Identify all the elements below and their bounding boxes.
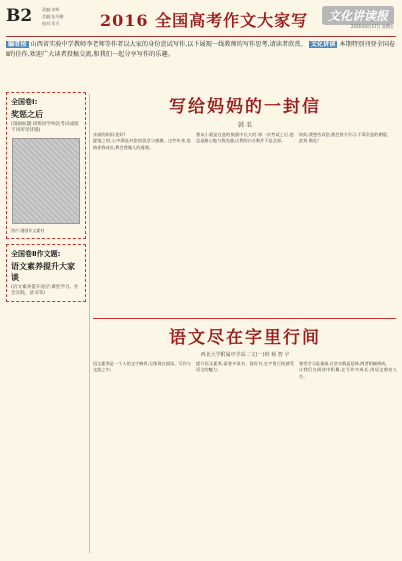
paragraph: 此致 敬礼! [299, 138, 319, 144]
paragraph: 亲爱的妈妈:您好! [93, 132, 126, 137]
paragraph: 让我们在阅读中积累,在写作中成长,用语文照亮人生。 [299, 367, 397, 379]
prompt-2-head: 全国卷Ⅱ作文题: [11, 250, 61, 258]
issue-date: 2016年6月17日 星期五 [350, 24, 394, 29]
column-note-text: 本期特别刊登全国卷Ⅱ的佳作,欢迎广大读者投稿交流,和我们一起分享写作的乐趣。 [6, 41, 396, 58]
article-2-title: 语文尽在字里行间 [169, 328, 321, 348]
article-2-column [299, 361, 397, 380]
header-rule [6, 36, 396, 37]
article-1-title: 写给妈妈的一封信 [169, 97, 321, 117]
prompt-box-2 [6, 244, 86, 302]
prompt-2-title: 语文素养提升大家谈 [11, 262, 75, 282]
article-1-column [196, 132, 294, 151]
article-essay [93, 323, 397, 553]
left-sidebar [6, 92, 86, 552]
image-caption: 图片:漫画作文素材 [11, 228, 45, 233]
article-1-body [93, 132, 397, 151]
article-1-column [93, 132, 191, 151]
paragraph: 我从小就是在您的鼓励中长大的,每一次考试之后,您总是耐心地与我沟通,让我明白分数并不是全部。 [196, 132, 294, 144]
designer-line: 美编:张丹娜 [42, 14, 64, 19]
paragraph: 课堂学习是基础,社会实践是延伸,两者相辅相成。 [299, 361, 390, 366]
proofreader-line: 校对:邓可 [42, 21, 60, 26]
editor-note [6, 40, 396, 90]
prompt-box-1 [6, 92, 86, 239]
paragraph: 提笔之时,心中满是对您的思念与感激。这些年来,您陪伴我成长,教会我做人的道理。 [93, 138, 191, 150]
article-separator [93, 318, 396, 319]
prompt-1-sub: (漫画标题:同班同学两次考试成绩不同所受待遇) [11, 122, 79, 133]
column-tag: 文化讲读 [310, 41, 336, 48]
column-divider [89, 94, 90, 553]
newspaper-logo: 文化讲读报 [322, 6, 394, 25]
article-2-column [196, 361, 294, 380]
article-2-body [93, 361, 397, 380]
page-code: B2 [6, 6, 33, 26]
prompt-1-head: 全国卷Ⅰ: [11, 98, 38, 106]
article-1-author: 韩 名 [238, 122, 252, 129]
article-letter [93, 92, 397, 312]
prompt-2-sub: (语文素养提升途径:课堂学习、社会实践、读书等) [11, 285, 79, 296]
page-title: 2016 全国高考作文大家写 [100, 11, 309, 30]
editor-line: 责编:卓辉 [42, 7, 60, 12]
cartoon-image [12, 138, 80, 224]
editor-meta [42, 6, 63, 27]
article-1-column [299, 132, 397, 151]
paragraph: 妈妈,我想告诉您,我会努力学习,不辜负您的期望。 [299, 132, 391, 137]
article-2-byline: 西北大学附属中学高二文(一)班 杨 智 宇 [200, 352, 290, 358]
article-2-column [93, 361, 191, 380]
editor-note-tag: 编者按 [8, 41, 27, 48]
paragraph: 提升语文素养,需要多读书、读好书,在字里行间感受语言的魅力。 [196, 361, 294, 373]
page-header [0, 0, 402, 38]
paragraph: 语文素养是一个人的文字修养,它体现在阅读、写作与交流之中。 [93, 361, 191, 373]
prompt-1-title: 奖惩之后 [11, 110, 43, 119]
editor-note-text: 山西省实验中学教师李老师等作者以大家的身份尝试写作,以下展现一线教师的写作思考,请读者欣赏。 [30, 41, 307, 48]
